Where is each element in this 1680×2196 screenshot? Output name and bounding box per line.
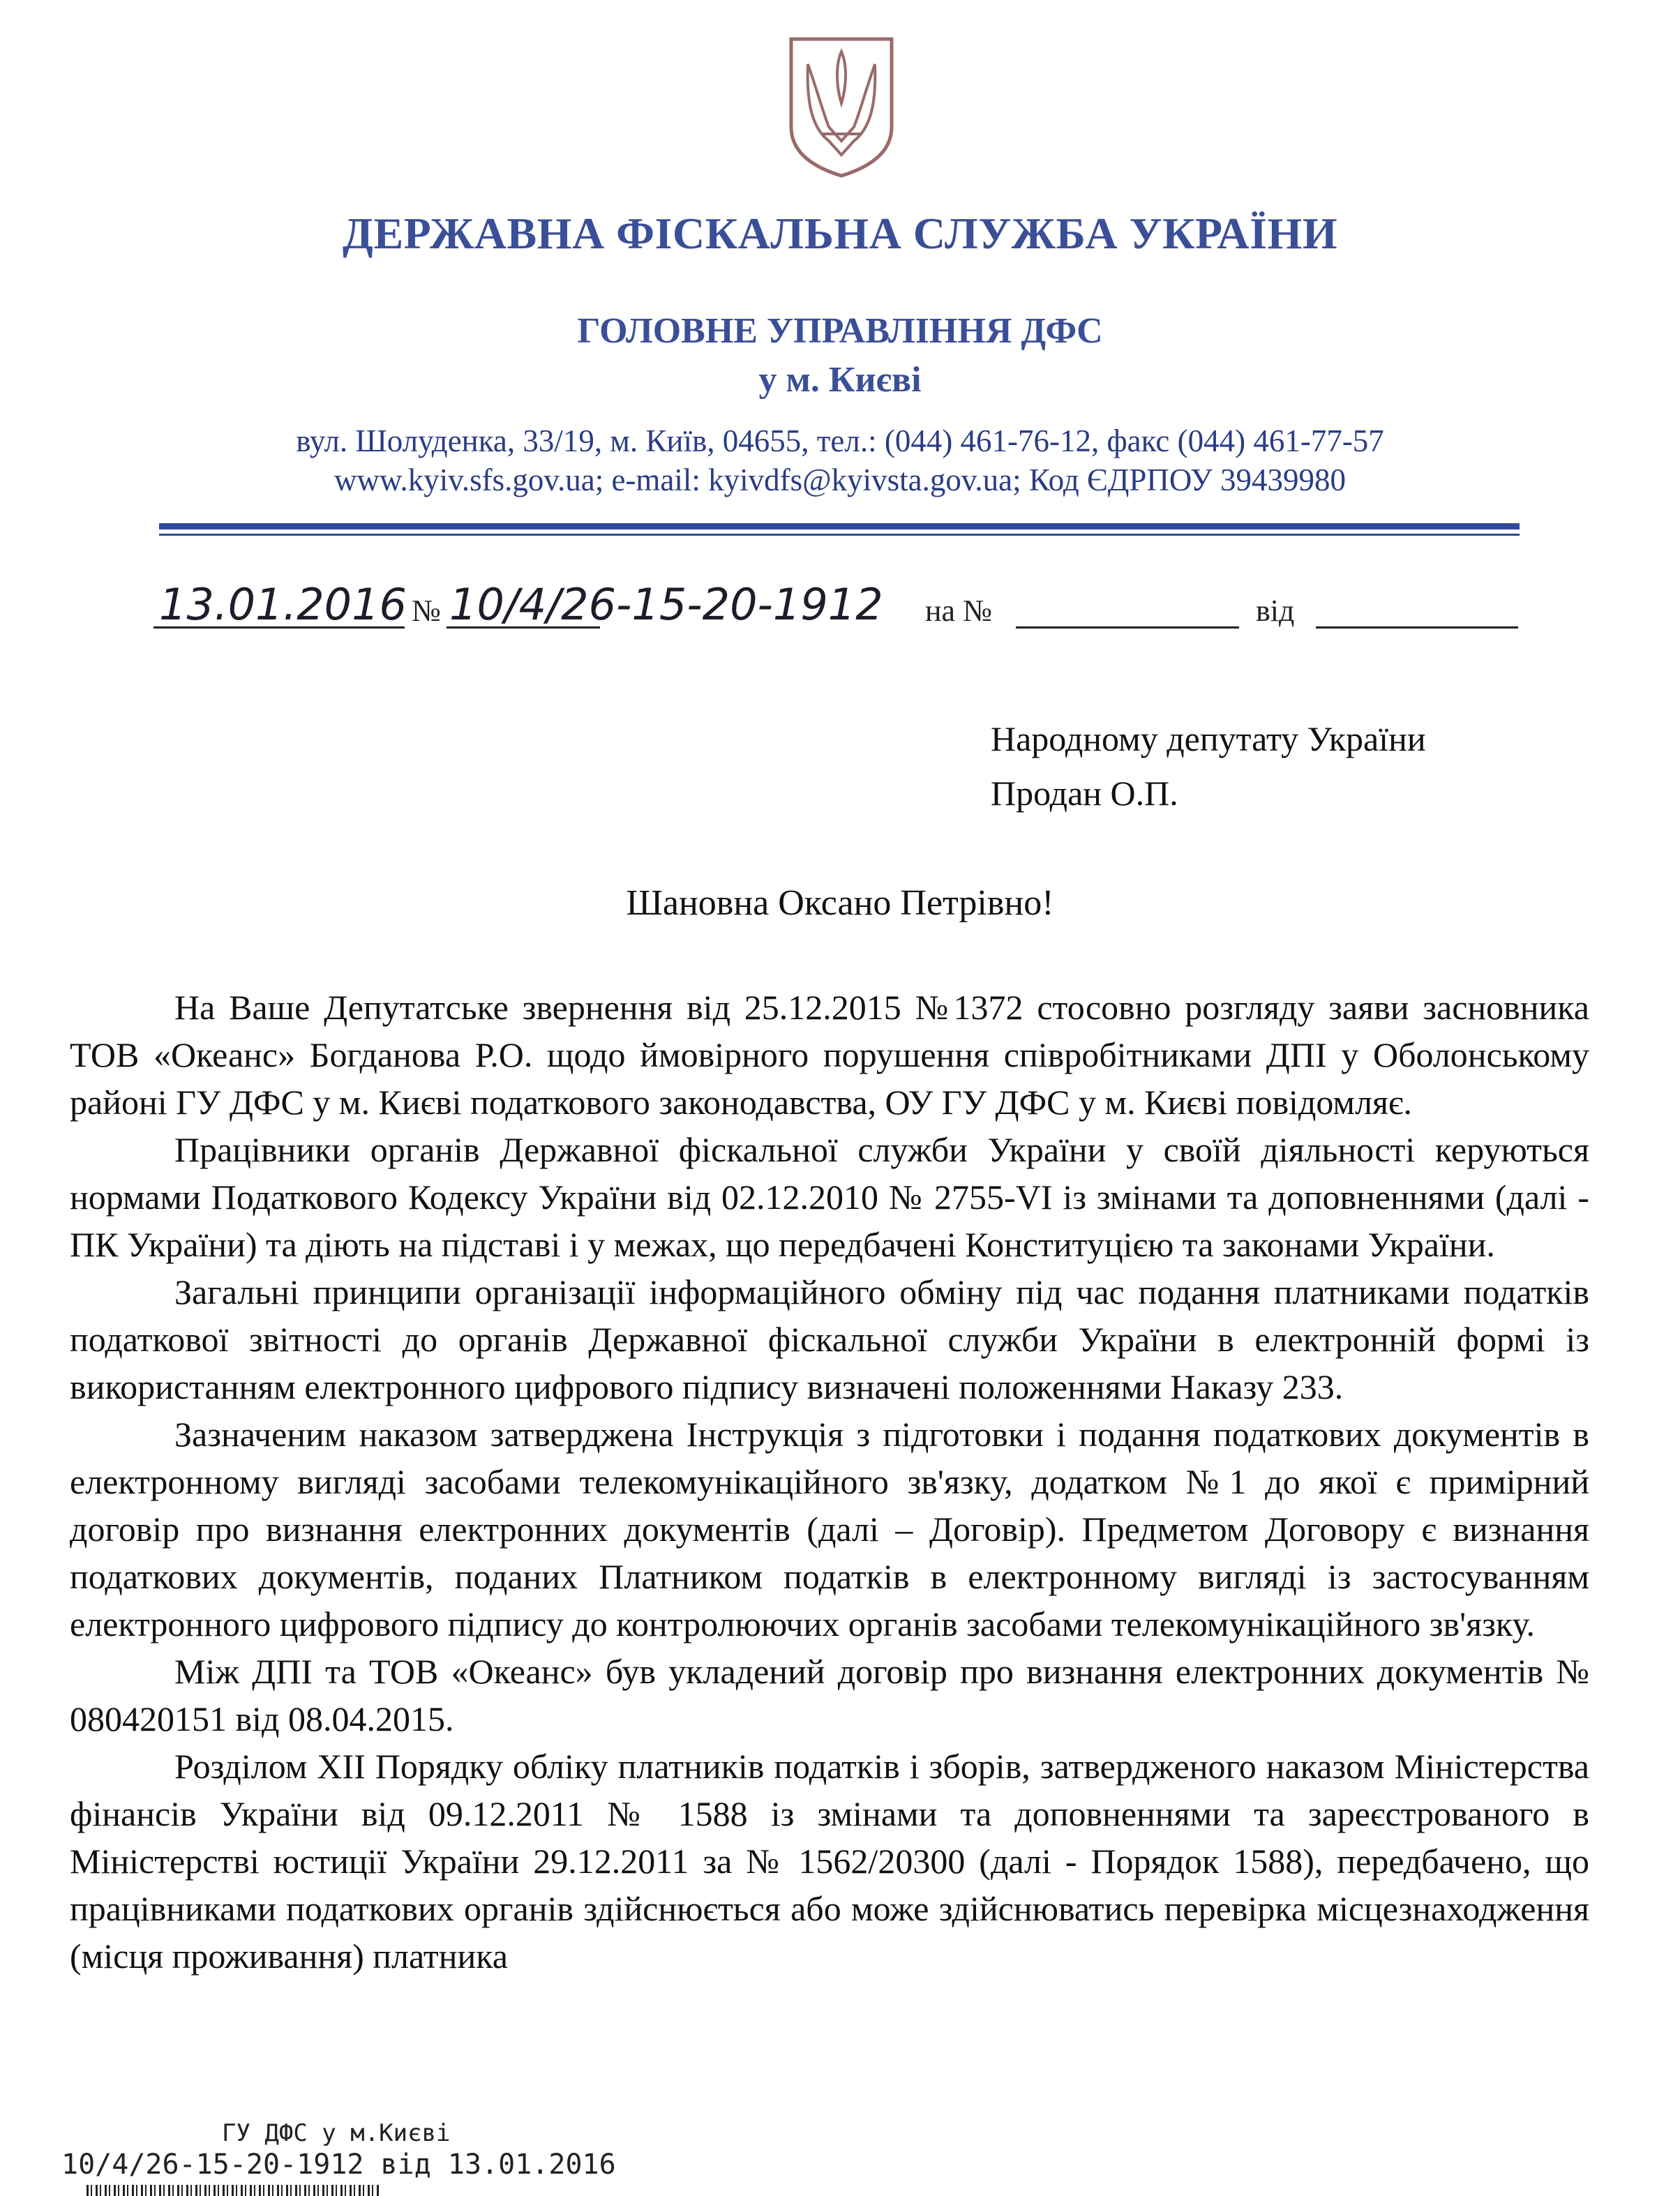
contacts-web: www.kyiv.sfs.gov.ua; e-mail: kyivdfs@kyivsta.gov.ua; Код ЄДРПОУ 39439980: [333, 462, 1347, 497]
agency-title: ДЕРЖАВНА ФІСКАЛЬНА СЛУЖБА УКРАЇНИ: [342, 209, 1338, 258]
paragraph: Між ДПІ та ТОВ «Океанс» був укладений договір про визнання електронних документів № 080420151 від 08.04.2015.: [70, 1652, 1589, 1738]
number-label: №: [412, 594, 441, 628]
paragraph: Розділом XII Порядку обліку платників податків і зборів, затвердженого наказом Міністерства фінансів України від 09.12.2011 № 1588 із змінами та доповненнями та зареєстрованого в Міністерстві юстиції України 29.12.2011 за № 1562/20300 (далі - Порядок 1588), передбачено, що працівниками податкових органів здійснюється або може здійснюватись перевірка місцезнаходження (місця проживання) платника: [70, 1747, 1589, 1976]
paragraph: Загальні принципи організації інформаційного обміну під час подання платниками податків податкової звітності до органів Державної фіскальної служби України в електронній формі із використанням електронного цифрового підпису визначені положеннями Наказу 233.: [70, 1272, 1589, 1406]
stamp-office: ГУ ДФС у м.Києві: [222, 2119, 451, 2147]
addressee-name: Продан О.П.: [991, 774, 1178, 813]
department-city: у м. Києві: [758, 360, 922, 400]
trident-coat-of-arms-icon: [787, 36, 896, 179]
barcode: [87, 2185, 380, 2196]
addressee-title: Народному депутату України: [991, 719, 1426, 758]
reply-number-blank: [1016, 626, 1239, 629]
date-underline: [153, 626, 405, 629]
contacts-address: вул. Шолуденка, 33/19, м. Київ, 04655, тел.: (044) 461-76-12, факс (044) 461-77-57: [296, 423, 1384, 458]
reply-number-label: на №: [925, 594, 993, 628]
paragraph: Працівники органів Державної фіскальної служби України у своїй діяльності керуються нормами Податкового Кодексу України від 02.12.2010 № 2755-VI із змінами та доповненнями (далі - ПК України) та діють на підставі і у межах, що передбачені Конституцією та законами України.: [70, 1130, 1589, 1264]
paragraph: На Ваше Депутатське звернення від 25.12.2015 №1372 стосовно розгляду заяви засновника ТОВ «Океанс» Богданова Р.О. щодо ймовірного порушення співробітниками ДПІ у Оболонському районі ГУ ДФС у м. Києві податкового законодавства, ОУ ГУ ДФС у м. Києві повідомляє.: [70, 988, 1589, 1122]
header-divider: [159, 523, 1520, 529]
letter-body: [70, 984, 1589, 1980]
reply-date-blank: [1316, 626, 1518, 629]
salutation: Шановна Оксано Петрівно!: [626, 883, 1054, 923]
paragraph: Зазначеним наказом затверджена Інструкція з підготовки і подання податкових документів в електронному вигляді засобами телекомунікаційного зв'язку, додатком №1 до якої є примірний договір про визнання електронних документів (далі – Договір). Предметом Договору є визнання податкових документів, поданих Платником податків в електронному вигляді із застосуванням електронного цифрового підпису до контролюючих органів засобами телекомунікаційного зв'язку.: [70, 1415, 1589, 1644]
registration-number: 10/4/26-15-20-1912: [449, 579, 883, 630]
reply-from-label: від: [1256, 594, 1295, 628]
header-divider-thin: [159, 534, 1520, 536]
stamp-reference: 10/4/26-15-20-1912 від 13.01.2016: [61, 2149, 616, 2181]
registration-date: 13.01.2016: [159, 579, 407, 630]
department-title: ГОЛОВНЕ УПРАВЛІННЯ ДФС: [577, 311, 1103, 351]
number-underline: [447, 626, 600, 629]
registration-line: [0, 579, 1680, 635]
